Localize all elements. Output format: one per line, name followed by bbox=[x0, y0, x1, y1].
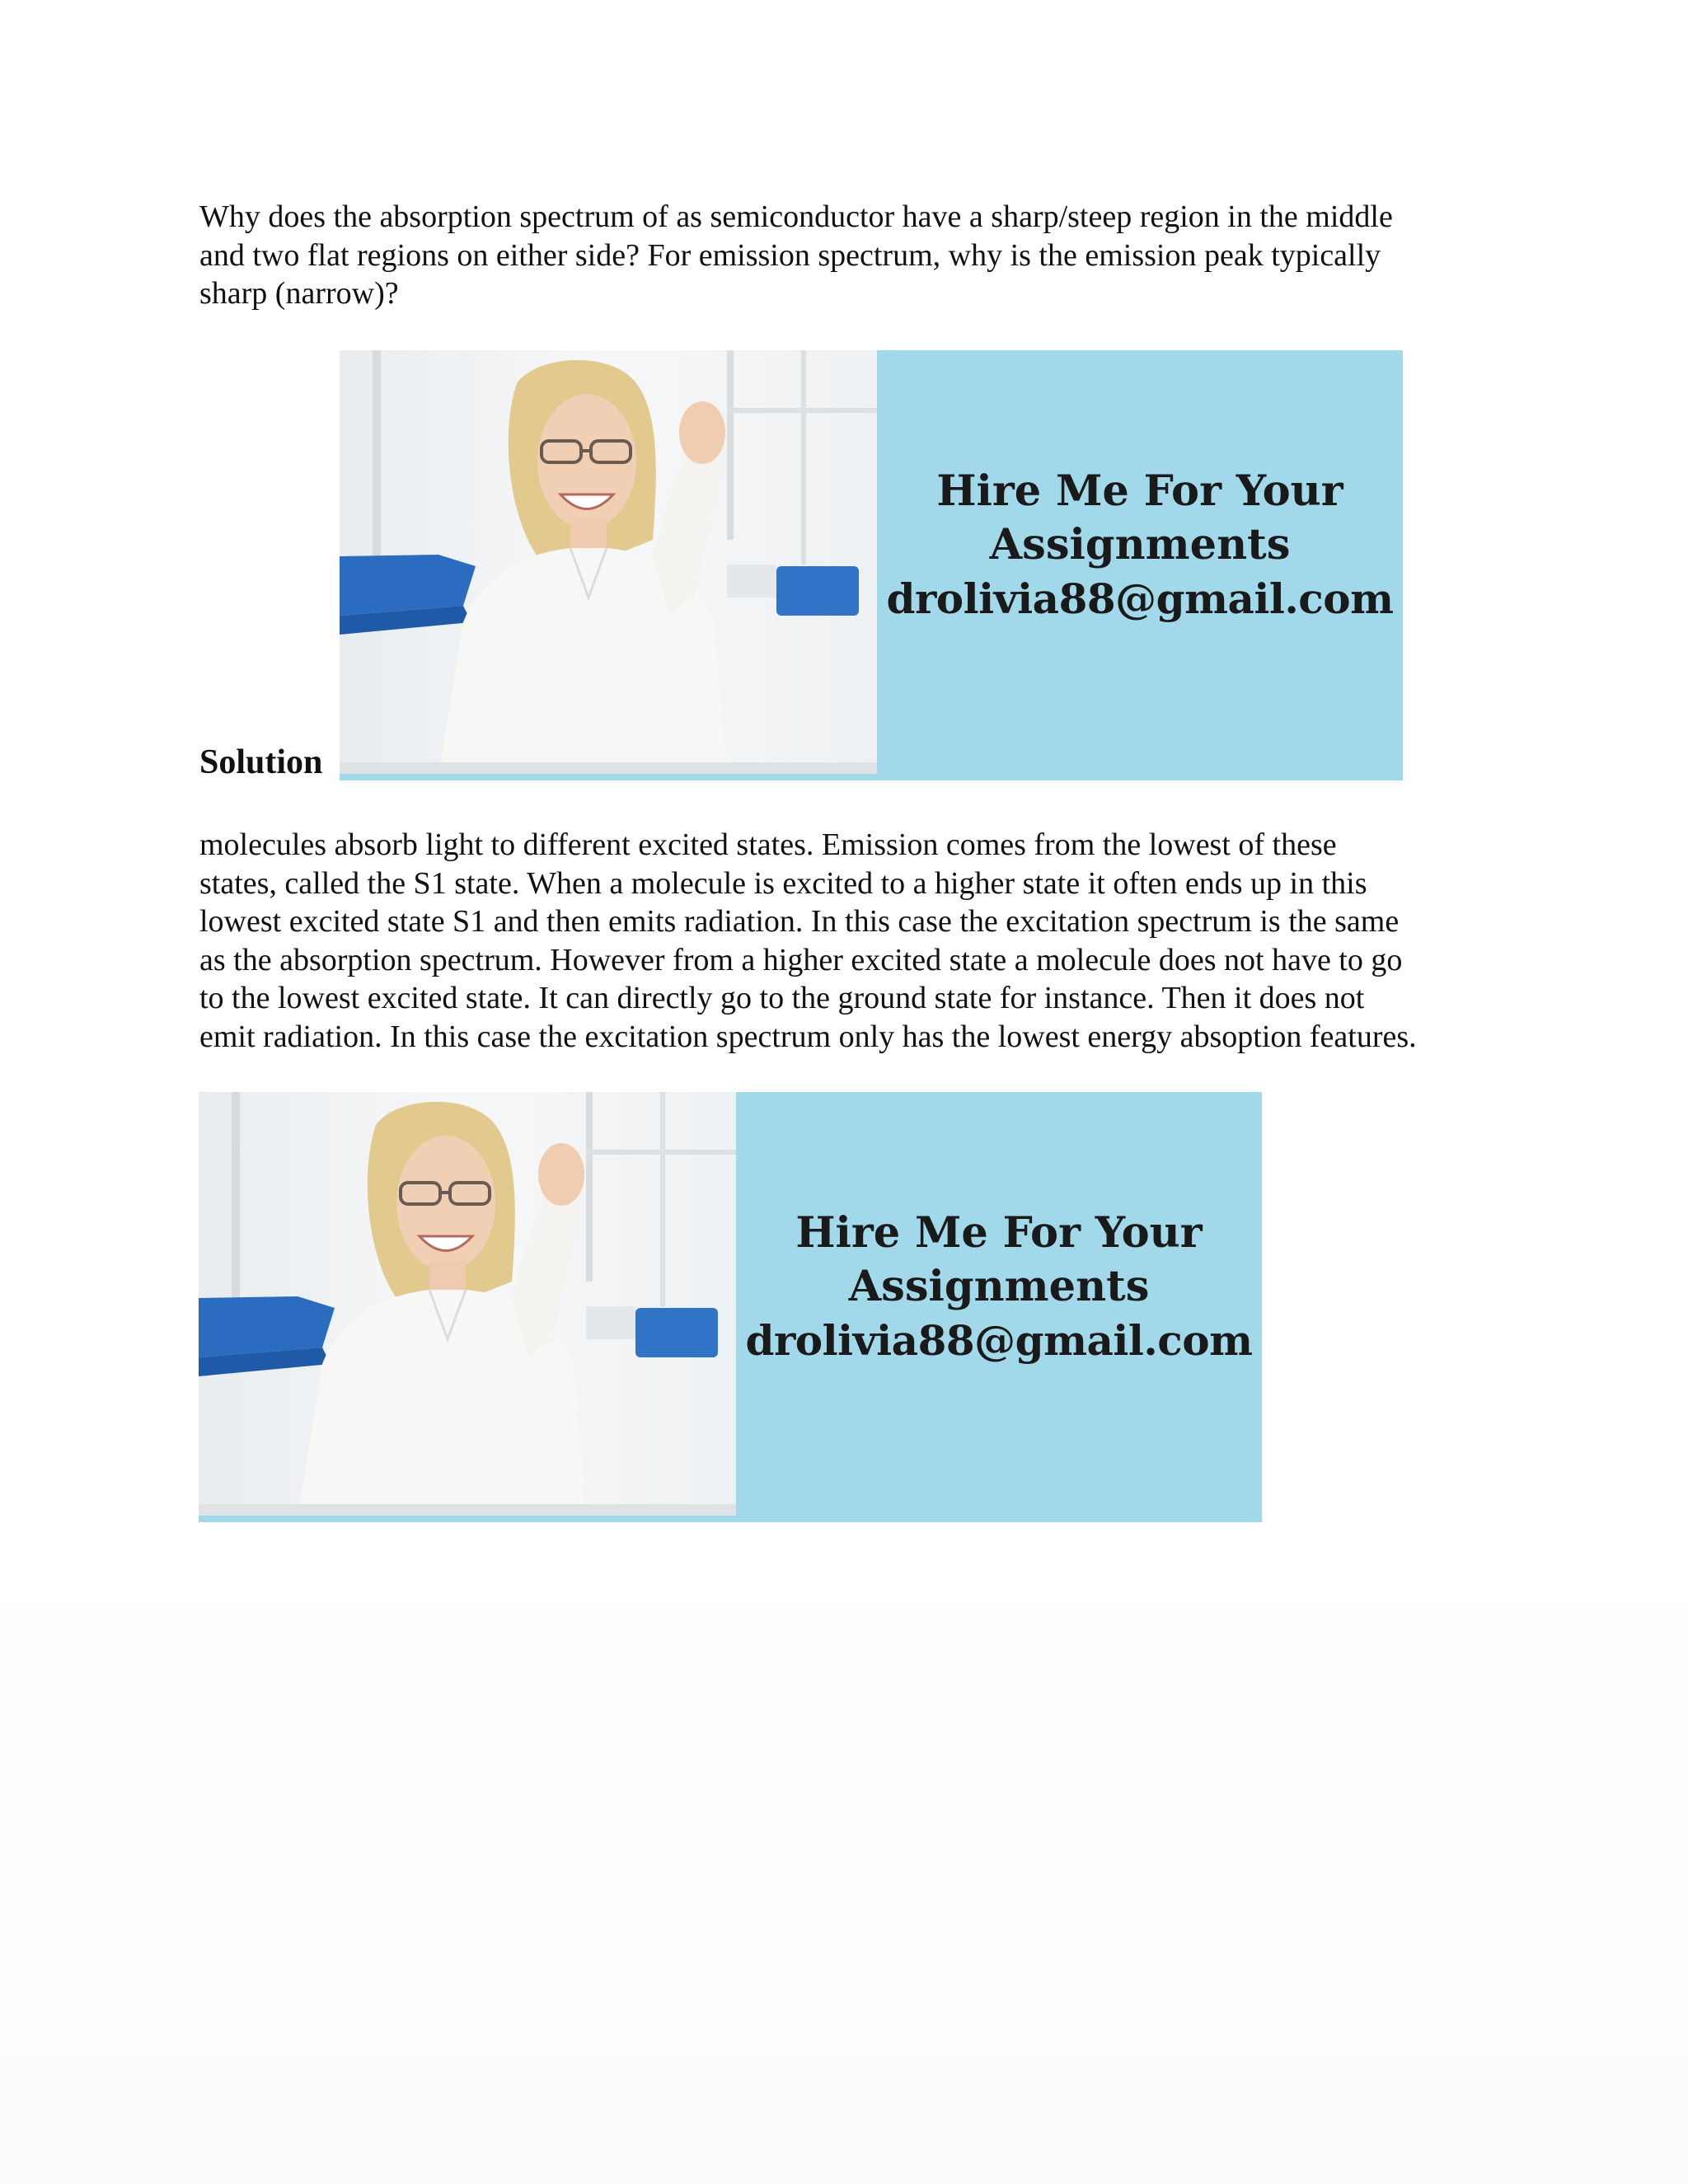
advert-line-1: Hire Me For Your bbox=[936, 466, 1343, 516]
solution-line: to the lowest excited state. It can directly go to the ground state for instance. Then it does not bbox=[199, 981, 1365, 1015]
advert-email: drolivia88@gmail.com bbox=[745, 1315, 1253, 1365]
solution-line: states, called the S1 state. When a molecule is excited to a higher state it often ends up in this bbox=[199, 865, 1367, 901]
woman-photo bbox=[340, 350, 877, 774]
advert-email: drolivia88@gmail.com bbox=[886, 574, 1394, 623]
question-line: and two flat regions on either side? For emission spectrum, why is the emission peak typically bbox=[199, 237, 1381, 273]
solution-line: as the absorption spectrum. However from a higher excited state a molecule does not have to go bbox=[199, 942, 1403, 977]
banner-bottom-strip bbox=[340, 774, 1403, 780]
solution-line: molecules absorb light to different excited states. Emission comes from the lowest of these bbox=[199, 827, 1337, 862]
advert-text bbox=[877, 350, 1403, 780]
advert-banner bbox=[340, 350, 1403, 780]
advert-line-2: Assignments bbox=[848, 1261, 1150, 1311]
question-line: Why does the absorption spectrum of as semiconductor have a sharp/steep region in the middle bbox=[199, 199, 1393, 234]
solution-line: emit radiation. In this case the excitation spectrum only has the lowest energy absoption features. bbox=[199, 1019, 1417, 1054]
woman-photo bbox=[199, 1092, 736, 1516]
question-text bbox=[199, 198, 1518, 313]
advert-banner bbox=[199, 1092, 1262, 1522]
solution-heading: Solution bbox=[199, 743, 323, 781]
banner-bottom-strip bbox=[199, 1516, 1262, 1522]
solution-line: lowest excited state S1 and then emits radiation. In this case the excitation spectrum is the same bbox=[199, 904, 1400, 939]
advert-text bbox=[736, 1092, 1262, 1522]
question-line: sharp (narrow)? bbox=[199, 276, 399, 311]
advert-line-1: Hire Me For Your bbox=[795, 1207, 1203, 1258]
advert-line-2: Assignments bbox=[989, 519, 1291, 569]
solution-text bbox=[199, 826, 1518, 1056]
